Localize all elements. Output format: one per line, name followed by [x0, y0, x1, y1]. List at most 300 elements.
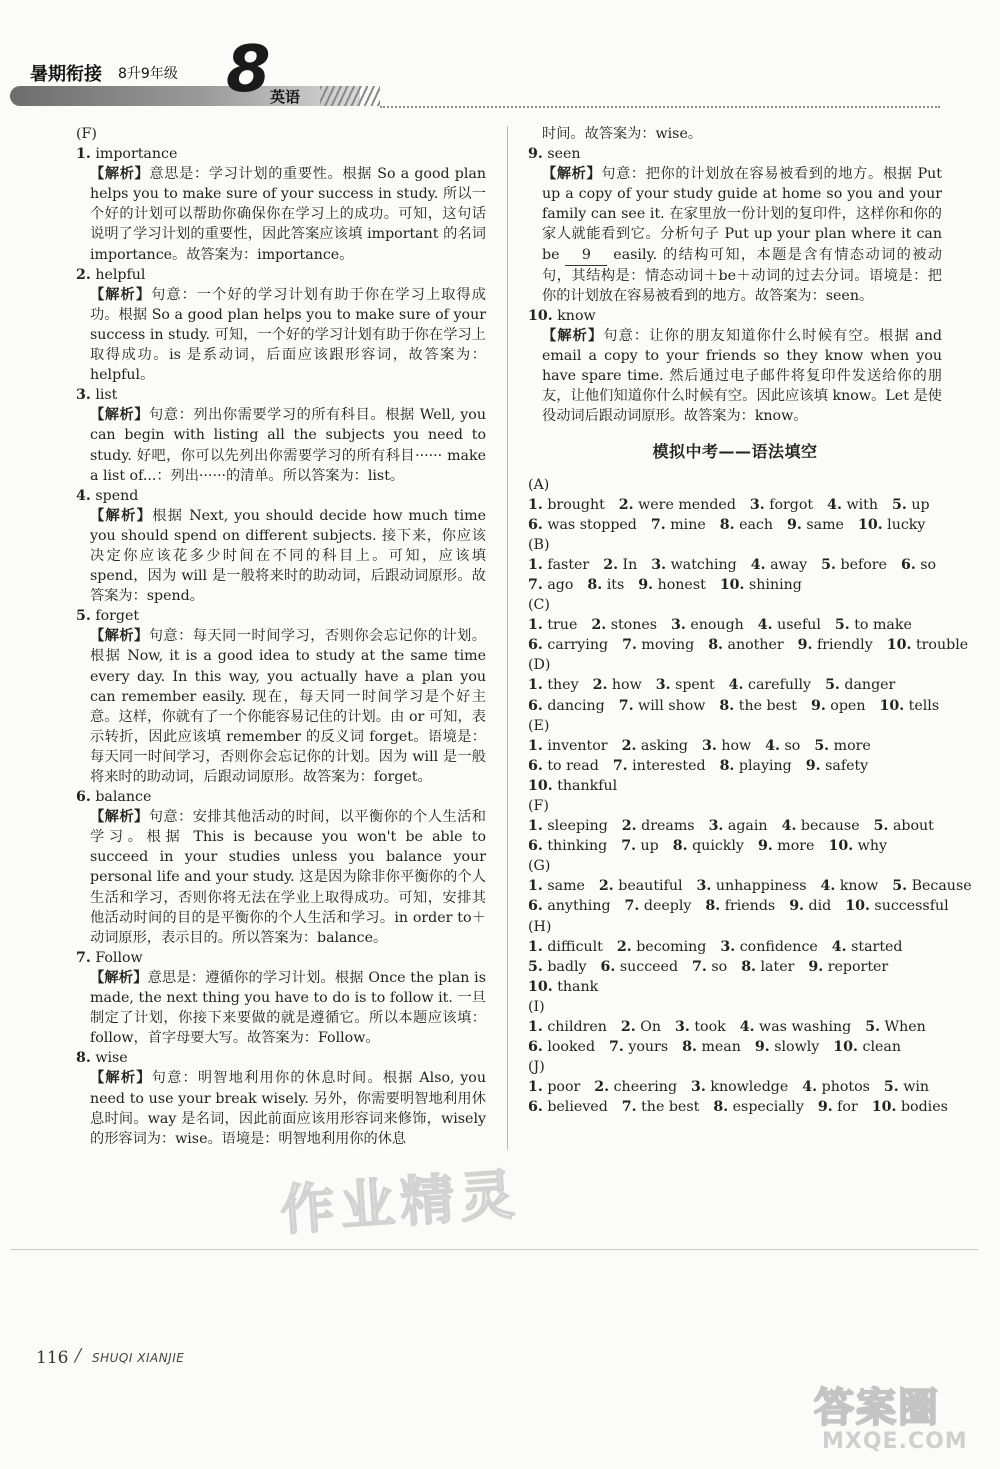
answer-cell — [622, 818, 695, 834]
answer-cell — [528, 617, 577, 633]
answer-word: another — [727, 637, 784, 654]
answer-set-label: (J) — [528, 1059, 545, 1076]
answer-number: 9. — [638, 576, 654, 593]
explanation-tag: 【解析】 — [90, 507, 153, 524]
answer-cell — [821, 878, 879, 894]
item-answer: balance — [95, 789, 152, 806]
answer-cell — [702, 738, 751, 754]
answer-word: watching — [670, 556, 737, 573]
answer-word: looked — [547, 1039, 596, 1056]
answer-word: the best — [641, 1099, 700, 1116]
answer-row — [528, 756, 942, 776]
answer-word: win — [903, 1079, 930, 1096]
book-title: 暑期衔接 — [30, 64, 102, 85]
answer-number: 4. — [827, 496, 842, 513]
answer-number: 8. — [719, 516, 735, 533]
answer-row — [528, 615, 942, 635]
answer-number: 3. — [675, 1019, 690, 1036]
left-answer-list — [76, 144, 486, 1149]
answer-row — [528, 575, 942, 595]
answer-row — [528, 937, 942, 957]
answer-item — [76, 265, 486, 285]
answer-word: thankful — [557, 777, 618, 794]
answer-word: know — [839, 878, 879, 895]
header-bar — [10, 86, 360, 106]
answer-number: 4. — [781, 818, 797, 835]
answer-cell — [528, 898, 611, 914]
explanation-text: 意思是：学习计划的重要性。根据 So a good plan helps you to make sure of your success in study. 所以一个好的计划可以帮助你确保你在学习上的成功。可知，这句话说明了学习计划的重要性，因此答案应该填 important 的名词 importance。故答案为：importance。 — [90, 166, 486, 263]
answer-number: 4. — [757, 617, 773, 634]
answer-number: 3. — [696, 878, 712, 895]
answer-word: unhappiness — [715, 878, 807, 895]
answer-row — [528, 635, 969, 655]
answer-cell — [814, 738, 871, 754]
answer-word: ago — [547, 576, 574, 593]
subject-label: 英语 — [270, 88, 301, 106]
answer-cell — [528, 758, 599, 774]
answer-number: 6. — [528, 697, 543, 714]
item-answer: know — [557, 307, 596, 324]
answer-set-label: (I) — [528, 998, 545, 1015]
answer-word: so — [920, 556, 937, 573]
answer-cell — [622, 1099, 700, 1115]
answer-word: why — [857, 838, 887, 855]
answer-word: about — [892, 818, 934, 835]
answer-number: 8. — [741, 958, 756, 975]
answer-word: they — [547, 677, 579, 694]
explanation — [90, 626, 486, 787]
answer-number: 6. — [528, 516, 543, 533]
answer-number: 9. — [805, 757, 821, 774]
answer-word: clean — [862, 1039, 901, 1056]
answer-cell — [656, 677, 715, 693]
answer-cell — [879, 698, 939, 714]
answer-set-label: (H) — [528, 918, 552, 935]
answer-word: same — [547, 878, 585, 895]
item-number: 3. — [76, 387, 91, 404]
answer-number: 1. — [528, 938, 543, 955]
answer-word: again — [727, 818, 768, 835]
answer-number: 2. — [594, 1079, 610, 1096]
answer-number: 8. — [587, 576, 603, 593]
answer-word: up — [911, 496, 930, 513]
answer-cell — [528, 1039, 595, 1055]
answer-number: 3. — [720, 938, 736, 955]
answer-cell — [692, 959, 727, 975]
answer-number: 10. — [886, 637, 912, 654]
answer-number: 2. — [591, 617, 607, 634]
answer-row — [528, 495, 942, 515]
answer-word: useful — [777, 617, 821, 634]
answer-cell — [528, 557, 589, 573]
answer-item — [76, 1048, 486, 1068]
answer-word: tells — [908, 697, 940, 714]
explanation-text: 句意：明智地利用你的休息时间。根据 Also, you need to use your break wisely. 另外，你需要明智地利用休息时间。way 是名词，因此前面应该用形容词来修饰，wisely 的形容词为：wise。语境是：明智地利用你的休息 — [90, 1070, 486, 1147]
header-dotted-rule — [380, 106, 940, 108]
answer-cell — [528, 577, 573, 593]
answer-cell — [755, 1039, 819, 1055]
answer-word: thinking — [547, 838, 608, 855]
answer-number: 8. — [719, 757, 735, 774]
answer-cell — [594, 1079, 677, 1095]
answer-number: 9. — [754, 1039, 770, 1056]
answer-number: 3. — [655, 677, 671, 694]
answer-number: 6. — [528, 637, 543, 654]
explanation — [90, 164, 486, 264]
answer-cell — [621, 1019, 661, 1035]
page-number: 116 — [36, 1348, 69, 1368]
section-label: (F) — [76, 126, 97, 142]
answer-row — [528, 977, 942, 997]
item-answer: helpful — [95, 266, 146, 283]
answer-number: 6. — [600, 958, 616, 975]
answer-cell — [811, 698, 866, 714]
answer-cell — [720, 517, 773, 533]
item-answer: seen — [547, 146, 581, 163]
answer-number: 7. — [609, 1039, 624, 1056]
answer-cell — [675, 1019, 726, 1035]
answer-number: 10. — [528, 978, 553, 995]
answer-cell — [528, 497, 605, 513]
answer-cell — [782, 818, 860, 834]
answer-row — [528, 896, 949, 916]
answer-word: mine — [670, 516, 706, 533]
explanation-tag: 【解析】 — [90, 628, 149, 645]
answer-cell — [651, 557, 736, 573]
answer-cell — [697, 878, 807, 894]
answer-row — [528, 1017, 942, 1037]
answer-word: before — [840, 556, 887, 573]
explanation-text: 根据 Next, you should decide how much time you should spend on different subjects. 接下来，你应该决定你应该花多少时间在不同的科目上。可知，应该填 spend，因为 will 是一般将来时的助动词，后跟动词原形。故答案为：spend。 — [90, 507, 486, 605]
answer-word: anything — [547, 898, 611, 915]
explanation — [90, 1068, 486, 1148]
answer-word: how — [611, 677, 642, 694]
answer-number: 5. — [873, 818, 889, 835]
answer-cell — [713, 1099, 804, 1115]
answer-word: how — [721, 737, 752, 754]
answer-cell — [709, 818, 768, 834]
explanation-text: 句意：让你的朋友知道你什么时候有空。根据 and email a copy to your friends so they know when you have spare time. 然后通过电子邮件将复印件发送给你的朋友，让他们知道你什么时候有空。因此应该填 know。Let 是使役动词后跟动词原形。故答案为：know。 — [542, 327, 942, 425]
answer-cell — [719, 698, 797, 714]
answer-cell — [892, 497, 930, 513]
answer-word: yours — [628, 1039, 669, 1056]
answer-number: 5. — [865, 1019, 881, 1036]
explanation-tag: 【解析】 — [542, 327, 604, 344]
answer-item — [76, 606, 486, 626]
answer-cell — [818, 1099, 858, 1115]
item-number: 8. — [76, 1050, 91, 1067]
item-answer: Follow — [95, 949, 143, 966]
watermark-text: 作业精灵 — [278, 1162, 523, 1243]
answer-number: 10. — [879, 697, 905, 714]
answer-word: more — [777, 838, 815, 855]
answer-item — [76, 948, 486, 968]
item-number: 1. — [76, 146, 91, 163]
answer-word: carrying — [547, 637, 609, 654]
answer-cell — [613, 758, 706, 774]
footer-brand: SHUQI XIANJIE — [92, 1351, 185, 1365]
answer-word: trouble — [915, 637, 969, 654]
answer-cell — [651, 517, 706, 533]
answer-number: 5. — [821, 556, 836, 573]
grade-number: 8 — [226, 33, 271, 107]
answer-word: sleeping — [547, 818, 608, 835]
answer-cell — [599, 878, 683, 894]
answer-word: with — [846, 496, 878, 513]
answer-cell — [528, 959, 587, 975]
answer-cell — [887, 637, 968, 653]
answer-number: 8. — [719, 697, 735, 714]
answer-number: 5. — [834, 617, 850, 634]
page-header — [0, 0, 1000, 120]
answer-cell — [787, 517, 844, 533]
answer-cell — [682, 1039, 741, 1055]
answer-word: same — [806, 516, 844, 533]
column-divider — [507, 126, 508, 1150]
answer-number: 9. — [808, 958, 824, 975]
answer-word: In — [622, 556, 638, 573]
item-answer: wise — [95, 1050, 128, 1067]
item-number: 9. — [528, 146, 543, 163]
answer-word: carefully — [748, 677, 812, 694]
answer-number: 9. — [787, 516, 802, 533]
answer-number: 3. — [749, 496, 765, 513]
answer-word: safety — [825, 757, 869, 774]
answer-row — [528, 515, 942, 535]
answer-cell — [528, 818, 608, 834]
answer-cell — [603, 557, 637, 573]
answer-number: 7. — [622, 637, 637, 654]
item-number: 4. — [76, 487, 91, 504]
answer-word: more — [833, 737, 871, 754]
answer-number: 4. — [750, 556, 766, 573]
explanation — [90, 405, 486, 485]
item-number: 7. — [76, 949, 91, 966]
answer-set-label: (G) — [528, 858, 551, 875]
explanation-tag: 【解析】 — [90, 809, 149, 826]
answer-word: bodies — [900, 1099, 948, 1116]
answer-cell — [806, 758, 868, 774]
answer-cell — [528, 738, 608, 754]
answer-word: believed — [547, 1099, 608, 1116]
answer-row — [528, 836, 942, 856]
answer-word: honest — [657, 576, 706, 593]
answer-cell — [708, 637, 783, 653]
answer-number: 3. — [691, 1079, 706, 1096]
answer-number: 2. — [616, 938, 632, 955]
answer-number: 5. — [825, 677, 840, 694]
answer-cell — [528, 677, 579, 693]
answer-word: shining — [749, 576, 802, 593]
answer-number: 1. — [528, 496, 543, 513]
answer-word: were mended — [638, 496, 736, 513]
answer-number: 7. — [618, 697, 634, 714]
answer-row — [528, 1077, 942, 1097]
right-column — [528, 124, 972, 1118]
explanation-tag: 【解析】 — [542, 166, 602, 183]
answer-set-label: (F) — [528, 798, 549, 814]
answer-number: 2. — [620, 1019, 636, 1036]
item-answer: list — [95, 387, 118, 404]
answer-word: inventor — [547, 737, 608, 754]
grade-label: 8升9年级 — [118, 66, 178, 82]
answer-word: so — [784, 737, 801, 754]
item-number: 6. — [76, 789, 91, 806]
answer-cell — [821, 557, 887, 573]
answer-row — [528, 776, 942, 796]
answer-cell — [884, 1079, 929, 1095]
answer-word: later — [760, 958, 795, 975]
answer-number: 10. — [845, 898, 870, 915]
answer-cell — [625, 898, 692, 914]
answer-word: was stopped — [547, 516, 637, 533]
answer-cell — [740, 1019, 852, 1035]
answer-item — [76, 144, 486, 164]
answer-number: 2. — [618, 496, 634, 513]
watermark-logo-top: 答案圈 — [814, 1385, 940, 1431]
answer-word: to make — [854, 617, 912, 634]
answer-number: 5. — [814, 737, 830, 754]
answer-word: friendly — [817, 637, 873, 654]
answer-number: 7. — [621, 838, 637, 855]
answer-cell — [833, 1039, 901, 1055]
watermark-logo-bottom: MXQE.COM — [822, 1429, 968, 1454]
answer-number: 4. — [728, 677, 744, 694]
answer-number: 8. — [672, 838, 688, 855]
answer-cell — [832, 939, 903, 955]
answer-word: true — [547, 617, 578, 634]
answer-cell — [901, 557, 936, 573]
answer-number: 5. — [892, 878, 908, 895]
answer-number: 7. — [650, 516, 666, 533]
item-answer: importance — [95, 146, 178, 163]
answer-number: 9. — [797, 637, 813, 654]
item-answer: spend — [95, 487, 139, 504]
explanation — [542, 164, 942, 306]
answer-set-label: (C) — [528, 597, 550, 614]
answer-number: 5. — [883, 1079, 899, 1096]
answer-item — [76, 385, 486, 405]
explanation-text: 句意：把你的计划放在容易被看到的地方。根据 Put up a copy of your study guide at home so you and your family can see it. 在家里放一份计划的复印件，这样你和你的家人就能看到它。分析句子 Put up your plan where it can be — [542, 166, 942, 263]
answer-number: 1. — [528, 878, 543, 895]
answer-number: 6. — [528, 898, 543, 915]
answer-cell — [622, 738, 688, 754]
answer-item — [528, 144, 942, 164]
answer-word: dreams — [641, 818, 695, 835]
answer-word: took — [694, 1019, 726, 1036]
answer-item — [76, 787, 486, 807]
answer-row — [528, 675, 942, 695]
answer-cell — [808, 959, 888, 975]
answer-number: 7. — [621, 1099, 637, 1116]
answer-cell — [621, 838, 659, 854]
answer-cell — [720, 939, 817, 955]
answer-number: 10. — [528, 777, 553, 794]
explanation-text: easily. 的结构可知，本题是含有情态动词的被动句，其结构是：情态动词＋be＋动词的过去分词。语境是：把你的计划放在容易被看到的地方。故答案为：seen。 — [542, 246, 942, 304]
answer-word: reporter — [827, 958, 889, 975]
answer-number: 7. — [612, 757, 628, 774]
answer-word: successful — [874, 898, 949, 915]
answer-number: 9. — [789, 898, 804, 915]
answer-row — [528, 1097, 948, 1117]
answer-number: 7. — [528, 576, 543, 593]
answer-word: asking — [640, 737, 688, 754]
answer-number: 10. — [871, 1099, 897, 1116]
answer-word: thank — [557, 978, 599, 995]
explanation — [90, 506, 486, 606]
explanation — [542, 326, 942, 426]
answer-cell — [789, 898, 831, 914]
explanation — [90, 285, 486, 385]
answer-number: 6. — [900, 556, 916, 573]
answer-item — [528, 306, 942, 326]
footer-rule — [10, 1249, 978, 1250]
header-stripes — [320, 86, 380, 106]
explanation-tag: 【解析】 — [90, 166, 150, 183]
answer-word: photos — [821, 1079, 870, 1096]
answer-word: moving — [641, 637, 695, 654]
answer-word: enough — [690, 617, 744, 634]
answer-word: to read — [547, 757, 599, 774]
answer-word: stones — [610, 617, 658, 634]
right-answer-list — [528, 144, 942, 426]
answer-cell — [619, 698, 706, 714]
answer-word: the best — [738, 697, 797, 714]
answer-word: danger — [844, 677, 896, 694]
answer-number: 3. — [671, 617, 686, 634]
answer-word: open — [830, 697, 866, 714]
answer-number: 3. — [708, 818, 724, 835]
answer-word: brought — [547, 496, 605, 513]
answer-word: cheering — [613, 1079, 678, 1096]
answer-number: 8. — [705, 898, 721, 915]
answer-word: beautiful — [618, 878, 683, 895]
answer-cell — [587, 577, 624, 593]
answer-cell — [528, 979, 598, 995]
answer-number: 2. — [603, 556, 619, 573]
answer-number: 9. — [757, 838, 773, 855]
answer-cell — [720, 758, 792, 774]
answer-cell — [705, 898, 775, 914]
answer-number: 5. — [892, 496, 907, 513]
answer-cell — [593, 677, 642, 693]
answer-row — [528, 876, 972, 896]
answer-cell — [673, 838, 744, 854]
answer-number: 1. — [528, 1079, 543, 1096]
answer-cell — [835, 617, 912, 633]
answer-number: 2. — [621, 818, 637, 835]
answer-number: 10. — [719, 576, 745, 593]
answer-sets — [528, 475, 972, 1118]
answer-row — [528, 957, 942, 977]
answer-number: 3. — [702, 737, 717, 754]
answer-number: 6. — [528, 1039, 543, 1056]
answer-word: will show — [638, 697, 706, 714]
answer-word: for — [837, 1099, 858, 1116]
page-slash: / — [75, 1345, 82, 1366]
answer-cell — [751, 557, 807, 573]
answer-cell — [528, 1019, 607, 1035]
answer-cell — [741, 959, 794, 975]
explanation-text: 意思是：遵循你的学习计划。根据 Once the plan is made, the next thing you have to do is to follow it. 一旦制定了计划，你接下来要做的就是遵循它。所以本题应该填：follow，首字母要大写。故答案为：Follow。 — [90, 969, 486, 1047]
answer-cell — [528, 637, 608, 653]
answer-cell — [609, 1039, 668, 1055]
answer-word: badly — [547, 958, 587, 975]
answer-word: mean — [701, 1039, 741, 1056]
answer-number: 4. — [765, 737, 780, 754]
answer-number: 10. — [857, 516, 883, 533]
answer-cell — [828, 838, 887, 854]
